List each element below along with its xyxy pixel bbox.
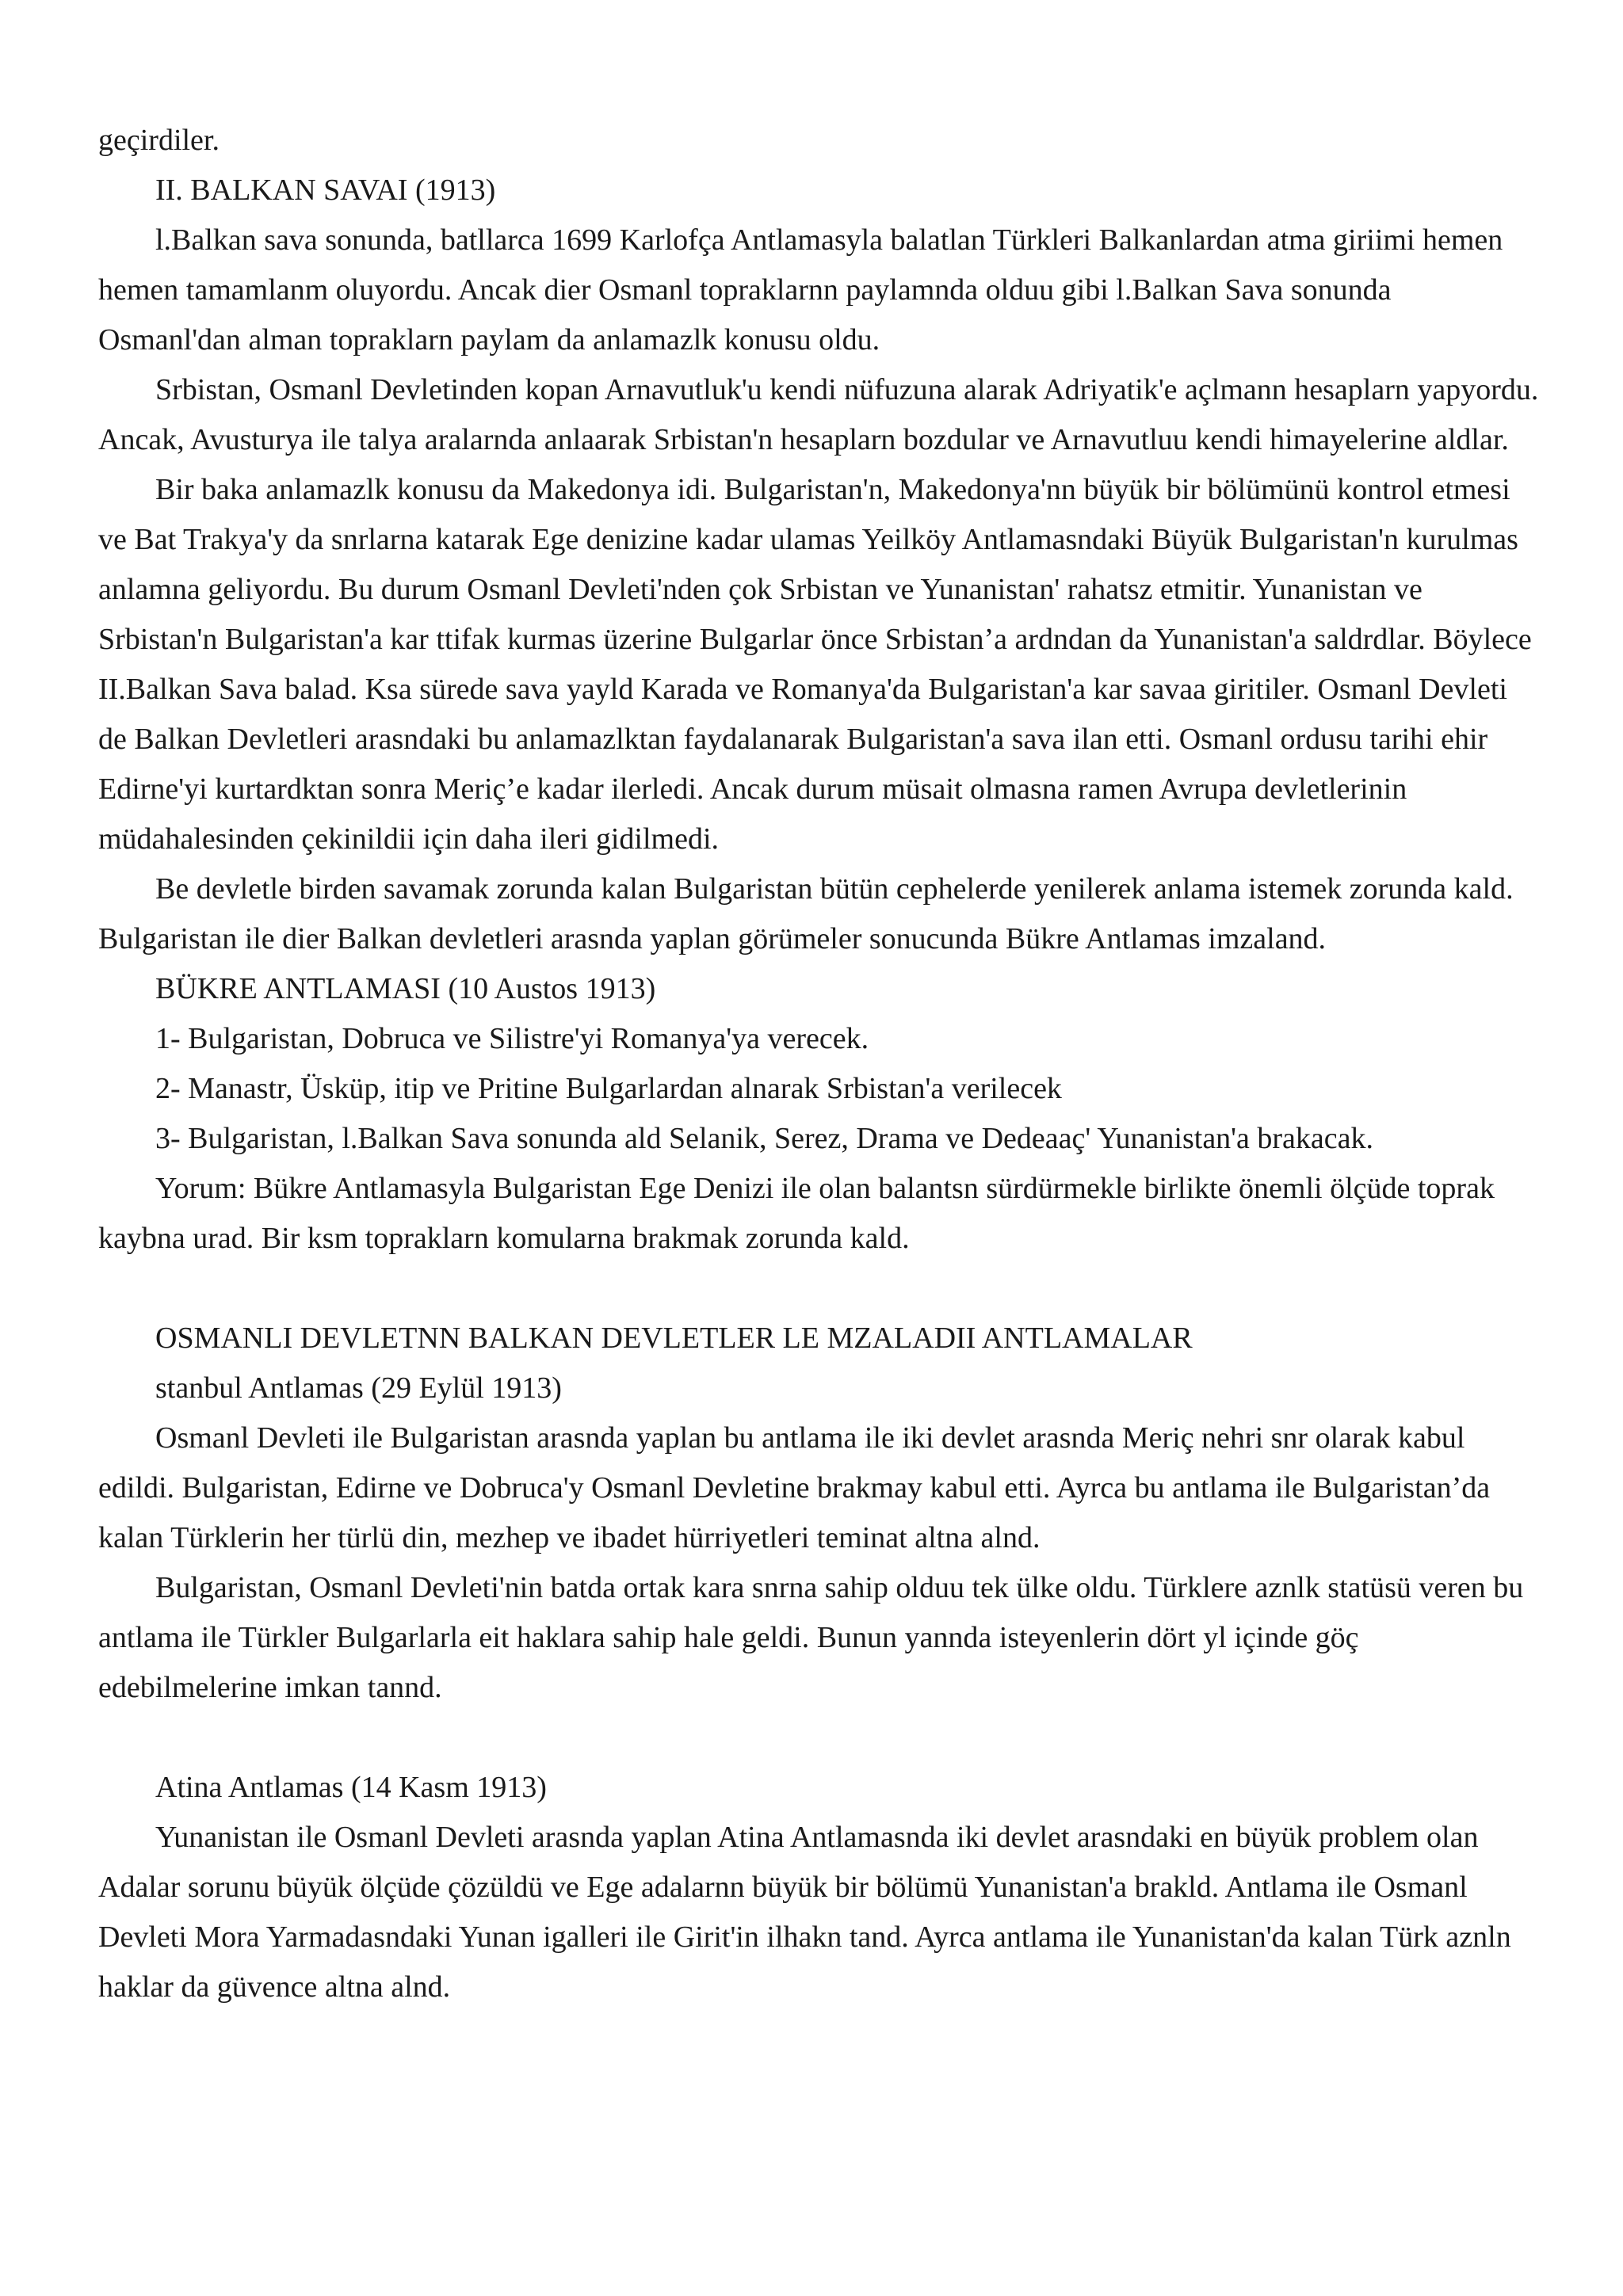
paragraph-comment: Yorum: Bükre Antlamasyla Bulgaristan Ege Denizi ile olan balantsn sürdürmekle birlikte önemli ölçüde toprak kaybna urad. Bir ksm topraklarn komularna brakmak zorunda kald. — [98, 1172, 1495, 1255]
paragraph: Be devletle birden savamak zorunda kalan Bulgaristan bütün cephelerde yenilerek anlama istemek zorunda kald. Bulgaristan ile dier Balkan devletleri arasnda yaplan görümeler sonucunda Bükre Antlamas imzaland. — [98, 872, 1514, 955]
list-item: 3- Bulgaristan, l.Balkan Sava sonunda ald Selanik, Serez, Drama ve Dedeaaç' Yunanistan'a brakacak. — [155, 1122, 1374, 1155]
document-body — [98, 116, 1541, 2012]
list-item: 2- Manastr, Üsküp, itip ve Pritine Bulgarlardan alnarak Srbistan'a verilecek — [155, 1072, 1062, 1105]
paragraph: Osmanl Devleti ile Bulgaristan arasnda yaplan bu antlama ile iki devlet arasnda Meriç nehri snr olarak kabul edildi. Bulgaristan, Edirne ve Dobruca'y Osmanl Devletine brakmay kabul etti. Ayrca bu antlama ile Bulgaristan’da kalan Türklerin her türlü din, mezhep ve ibadet hürriyetleri teminat altna alnd. — [98, 1421, 1491, 1554]
paragraph: Bulgaristan, Osmanl Devleti'nin batda ortak kara snrna sahip olduu tek ülke oldu. Türklere aznlk statüsü veren bu antlama ile Türkler Bulgarlarla eit haklara sahip hale geldi. Bunun yannda isteyenlerin dört yl içinde göç edebilmelerine imkan tannd. — [98, 1571, 1524, 1704]
heading-bucharest-treaty: BÜKRE ANTLAMASI (10 Austos 1913) — [155, 972, 656, 1005]
paragraph: l.Balkan sava sonunda, batllarca 1699 Karlofça Antlamasyla balatlan Türkleri Balkanlardan atma giriimi hemen hemen tamamlanm oluyordu. Ancak dier Osmanl topraklarnn paylamnda olduu gibi l.Balkan Sava sonunda Osmanl'dan alman topraklarn paylam da anlamazlk konusu oldu. — [98, 223, 1503, 357]
heading-second-balkan-war: II. BALKAN SAVAI (1913) — [155, 174, 496, 207]
heading-istanbul-treaty: stanbul Antlamas (29 Eylül 1913) — [155, 1371, 562, 1405]
list-item: 1- Bulgaristan, Dobruca ve Silistre'yi Romanya'ya verecek. — [155, 1022, 869, 1055]
heading-treaties: OSMANLI DEVLETNN BALKAN DEVLETLER LE MZALADII ANTLAMALAR — [155, 1322, 1193, 1355]
paragraph: Bir baka anlamazlk konusu da Makedonya idi. Bulgaristan'n, Makedonya'nn büyük bir bölümünü kontrol etmesi ve Bat Trakya'y da snrlarna katarak Ege denizine kadar ulamas Yeilköy Antlamasndaki Büyük Bulgaristan'n kurulmas anlamna geliyordu. Bu durum Osmanl Devleti'nden çok Srbistan ve Yunanistan' rahatsz etmitir. Yunanistan ve Srbistan'n Bulgaristan'a kar ttifak kurmas üzerine Bulgarlar önce Srbistan’a ardndan da Yunanistan'a saldrdlar. Böylece II.Balkan Sava balad. Ksa sürede sava yayld Karada ve Romanya'da Bulgaristan'a kar savaa giritiler. Osmanl Devleti de Balkan Devletleri arasndaki bu anlamazlktan faydalanarak Bulgaristan'a sava ilan etti. Osmanl ordusu tarihi ehir Edirne'yi kurtardktan sonra Meriç’e kadar ilerledi. Ancak durum müsait olmasna ramen Avrupa devletlerinin müdahalesinden çekinildii için daha ileri gidilmedi. — [98, 473, 1532, 856]
heading-athens-treaty: Atina Antlamas (14 Kasm 1913) — [155, 1771, 547, 1804]
paragraph: Yunanistan ile Osmanl Devleti arasnda yaplan Atina Antlamasnda iki devlet arasndaki en büyük problem olan Adalar sorunu büyük ölçüde çözüldü ve Ege adalarnn büyük bir bölümü Yunanistan'a brakld. Antlama ile Osmanl Devleti Mora Yarmadasndaki Yunan igalleri ile Girit'in ilhakn tand. Ayrca antlama ile Yunanistan'da kalan Türk aznln haklar da güvence altna alnd. — [98, 1821, 1511, 2004]
paragraph: Srbistan, Osmanl Devletinden kopan Arnavutluk'u kendi nüfuzuna alarak Adriyatik'e açlmann hesaplarn yapyordu. Ancak, Avusturya ile talya aralarnda anlaarak Srbistan'n hesaplarn bozdular ve Arnavutluu kendi himayelerine aldlar. — [98, 373, 1539, 456]
blank-line — [98, 1264, 1541, 1314]
blank-line — [98, 1713, 1541, 1763]
paragraph-continuation: geçirdiler. — [98, 124, 220, 157]
